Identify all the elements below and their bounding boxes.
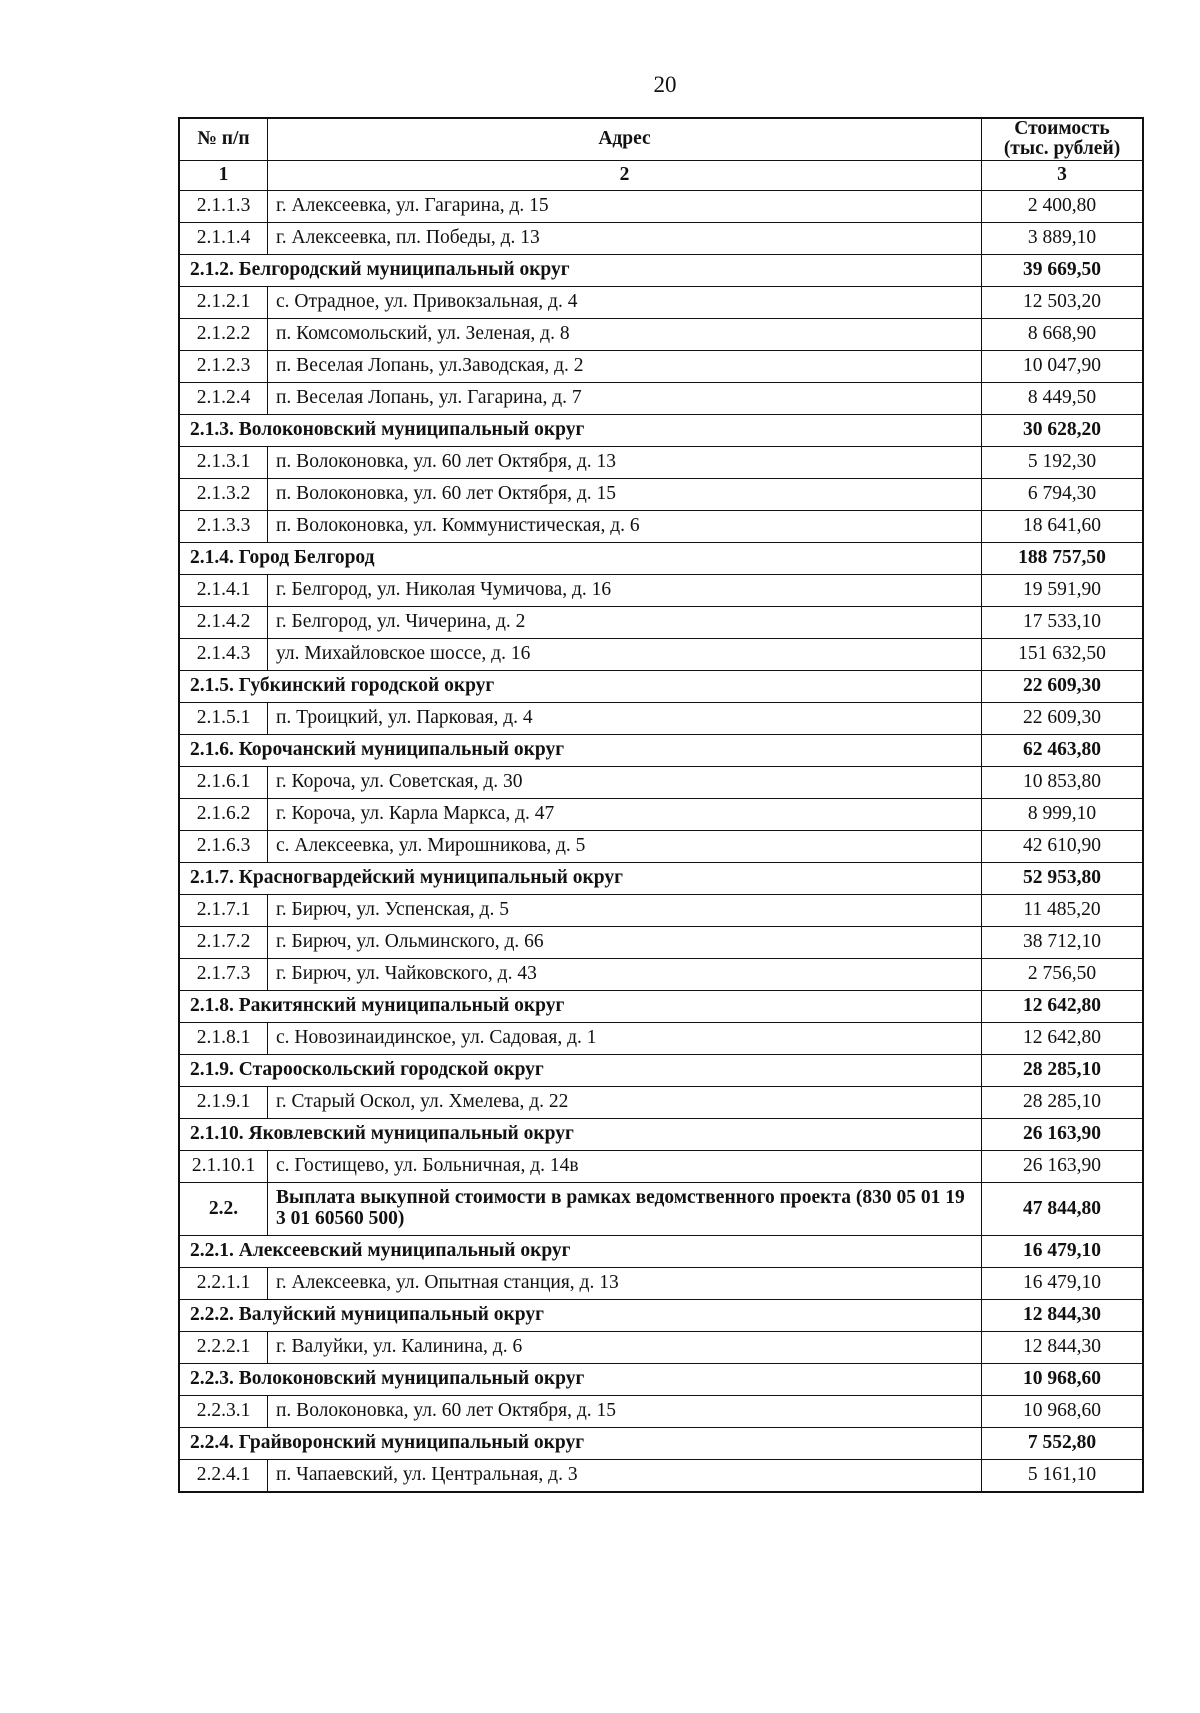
row-number: 2.1.2.4 (179, 382, 268, 414)
table-row (179, 894, 1143, 926)
group-label: 2.2.3. Волоконовский муниципальный округ (179, 1363, 982, 1395)
row-address: п. Волоконовка, ул. 60 лет Октября, д. 15 (268, 478, 982, 510)
table-row (179, 382, 1143, 414)
table-row (179, 574, 1143, 606)
row-cost: 42 610,90 (982, 830, 1144, 862)
row-number: 2.1.5.1 (179, 702, 268, 734)
group-label: 2.1.5. Губкинский городской округ (179, 670, 982, 702)
column-number-1: 1 (179, 160, 268, 190)
row-cost: 8 668,90 (982, 318, 1144, 350)
row-address: Выплата выкупной стоимости в рамках ведомственного проекта (830 05 01 19 3 01 60560 500) (268, 1182, 982, 1235)
group-label: 2.1.6. Корочанский муниципальный округ (179, 734, 982, 766)
group-row (179, 1363, 1143, 1395)
group-row (179, 542, 1143, 574)
group-label: 2.1.7. Красногвардейский муниципальный округ (179, 862, 982, 894)
group-cost: 22 609,30 (982, 670, 1144, 702)
row-cost: 5 192,30 (982, 446, 1144, 478)
row-cost: 12 503,20 (982, 286, 1144, 318)
row-cost: 16 479,10 (982, 1267, 1144, 1299)
column-number-2: 2 (268, 160, 982, 190)
row-cost: 19 591,90 (982, 574, 1144, 606)
column-number-3: 3 (982, 160, 1144, 190)
row-cost: 18 641,60 (982, 510, 1144, 542)
table-row (179, 606, 1143, 638)
row-number: 2.1.6.2 (179, 798, 268, 830)
row-number: 2.1.4.3 (179, 638, 268, 670)
row-address: г. Короча, ул. Советская, д. 30 (268, 766, 982, 798)
row-cost: 2 400,80 (982, 190, 1144, 222)
table-row (179, 510, 1143, 542)
row-address: г. Короча, ул. Карла Маркса, д. 47 (268, 798, 982, 830)
table-row (179, 1395, 1143, 1427)
group-label: 2.1.10. Яковлевский муниципальный округ (179, 1118, 982, 1150)
table-row (179, 1459, 1143, 1492)
row-number: 2.1.3.2 (179, 478, 268, 510)
table-row (179, 638, 1143, 670)
group-row (179, 1427, 1143, 1459)
row-cost: 151 632,50 (982, 638, 1144, 670)
group-cost: 28 285,10 (982, 1054, 1144, 1086)
row-number: 2.1.6.3 (179, 830, 268, 862)
table-row (179, 318, 1143, 350)
row-cost: 28 285,10 (982, 1086, 1144, 1118)
row-cost: 8 999,10 (982, 798, 1144, 830)
row-address: г. Валуйки, ул. Калинина, д. 6 (268, 1331, 982, 1363)
row-number: 2.1.4.2 (179, 606, 268, 638)
table-row (179, 830, 1143, 862)
row-address: г. Алексеевка, пл. Победы, д. 13 (268, 222, 982, 254)
row-address: г. Старый Оскол, ул. Хмелева, д. 22 (268, 1086, 982, 1118)
group-label: 2.2.1. Алексеевский муниципальный округ (179, 1235, 982, 1267)
row-cost: 5 161,10 (982, 1459, 1144, 1492)
group-cost: 188 757,50 (982, 542, 1144, 574)
table-row (179, 1267, 1143, 1299)
row-cost: 3 889,10 (982, 222, 1144, 254)
row-address: г. Белгород, ул. Николая Чумичова, д. 16 (268, 574, 982, 606)
header-num: № п/п (179, 118, 268, 160)
row-number: 2.1.6.1 (179, 766, 268, 798)
group-row (179, 670, 1143, 702)
row-number: 2.2. (179, 1182, 268, 1235)
group-cost: 12 844,30 (982, 1299, 1144, 1331)
table-body (179, 190, 1143, 1492)
table-row (179, 350, 1143, 382)
table-row (179, 286, 1143, 318)
row-cost: 26 163,90 (982, 1150, 1144, 1182)
row-address: г. Алексеевка, ул. Опытная станция, д. 13 (268, 1267, 982, 1299)
row-address: п. Веселая Лопань, ул. Гагарина, д. 7 (268, 382, 982, 414)
page-number: 20 (653, 72, 677, 97)
group-label: 2.1.3. Волоконовский муниципальный округ (179, 414, 982, 446)
row-number: 2.1.2.1 (179, 286, 268, 318)
row-number: 2.2.3.1 (179, 1395, 268, 1427)
group-label: 2.1.4. Город Белгород (179, 542, 982, 574)
row-cost: 17 533,10 (982, 606, 1144, 638)
row-address: п. Волоконовка, ул. 60 лет Октября, д. 15 (268, 1395, 982, 1427)
table-row (179, 190, 1143, 222)
group-label: 2.2.4. Грайворонский муниципальный округ (179, 1427, 982, 1459)
row-address: с. Новозинаидинское, ул. Садовая, д. 1 (268, 1022, 982, 1054)
row-cost: 38 712,10 (982, 926, 1144, 958)
group-row (179, 414, 1143, 446)
group-cost: 62 463,80 (982, 734, 1144, 766)
table-row (179, 1150, 1143, 1182)
row-number: 2.1.7.2 (179, 926, 268, 958)
row-address: ул. Михайловское шоссе, д. 16 (268, 638, 982, 670)
row-number: 2.1.3.3 (179, 510, 268, 542)
table-row (179, 702, 1143, 734)
row-cost: 11 485,20 (982, 894, 1144, 926)
table-row (179, 446, 1143, 478)
row-number: 2.1.7.3 (179, 958, 268, 990)
group-row (179, 1054, 1143, 1086)
row-cost: 10 047,90 (982, 350, 1144, 382)
table-row (179, 478, 1143, 510)
row-address: г. Бирюч, ул. Ольминского, д. 66 (268, 926, 982, 958)
row-address: г. Бирюч, ул. Чайковского, д. 43 (268, 958, 982, 990)
row-cost: 6 794,30 (982, 478, 1144, 510)
group-row (179, 1235, 1143, 1267)
table-row (179, 798, 1143, 830)
table-row (179, 926, 1143, 958)
table-row (179, 1331, 1143, 1363)
row-address: п. Троицкий, ул. Парковая, д. 4 (268, 702, 982, 734)
row-cost: 2 756,50 (982, 958, 1144, 990)
group-row (179, 734, 1143, 766)
row-number: 2.1.1.4 (179, 222, 268, 254)
row-number: 2.1.2.2 (179, 318, 268, 350)
row-cost: 10 853,80 (982, 766, 1144, 798)
row-address: п. Чапаевский, ул. Центральная, д. 3 (268, 1459, 982, 1492)
table-row (179, 222, 1143, 254)
group-cost: 52 953,80 (982, 862, 1144, 894)
row-address: г. Белгород, ул. Чичерина, д. 2 (268, 606, 982, 638)
row-address: с. Гостищево, ул. Больничная, д. 14в (268, 1150, 982, 1182)
row-cost: 12 844,30 (982, 1331, 1144, 1363)
row-address: п. Волоконовка, ул. 60 лет Октября, д. 13 (268, 446, 982, 478)
row-number: 2.1.8.1 (179, 1022, 268, 1054)
row-number: 2.1.9.1 (179, 1086, 268, 1118)
row-address: г. Алексеевка, ул. Гагарина, д. 15 (268, 190, 982, 222)
row-address: п. Веселая Лопань, ул.Заводская, д. 2 (268, 350, 982, 382)
group-label: 2.1.9. Старооскольский городской округ (179, 1054, 982, 1086)
table-row (179, 958, 1143, 990)
row-number: 2.2.4.1 (179, 1459, 268, 1492)
group-label: 2.2.2. Валуйский муниципальный округ (179, 1299, 982, 1331)
row-cost: 10 968,60 (982, 1395, 1144, 1427)
section-row (179, 1182, 1143, 1235)
header-address: Адрес (268, 118, 982, 160)
group-cost: 16 479,10 (982, 1235, 1144, 1267)
row-address: с. Алексеевка, ул. Мирошникова, д. 5 (268, 830, 982, 862)
table-header-row (179, 118, 1143, 160)
row-number: 2.1.4.1 (179, 574, 268, 606)
row-address: с. Отрадное, ул. Привокзальная, д. 4 (268, 286, 982, 318)
group-row (179, 862, 1143, 894)
row-cost: 47 844,80 (982, 1182, 1144, 1235)
row-number: 2.1.10.1 (179, 1150, 268, 1182)
table-row (179, 1086, 1143, 1118)
row-address: п. Комсомольский, ул. Зеленая, д. 8 (268, 318, 982, 350)
group-cost: 39 669,50 (982, 254, 1144, 286)
group-cost: 12 642,80 (982, 990, 1144, 1022)
row-number: 2.2.2.1 (179, 1331, 268, 1363)
row-number: 2.2.1.1 (179, 1267, 268, 1299)
row-number: 2.1.3.1 (179, 446, 268, 478)
group-cost: 7 552,80 (982, 1427, 1144, 1459)
address-cost-table (178, 117, 1144, 1493)
table-row (179, 1022, 1143, 1054)
group-cost: 10 968,60 (982, 1363, 1144, 1395)
group-row (179, 254, 1143, 286)
group-row (179, 1299, 1143, 1331)
row-cost: 12 642,80 (982, 1022, 1144, 1054)
row-address: п. Волоконовка, ул. Коммунистическая, д. 6 (268, 510, 982, 542)
group-cost: 30 628,20 (982, 414, 1144, 446)
group-label: 2.1.8. Ракитянский муниципальный округ (179, 990, 982, 1022)
column-number-row (179, 160, 1143, 190)
table-row (179, 766, 1143, 798)
header-cost: Стоимость (тыс. рублей) (982, 118, 1144, 160)
row-cost: 8 449,50 (982, 382, 1144, 414)
row-address: г. Бирюч, ул. Успенская, д. 5 (268, 894, 982, 926)
row-number: 2.1.2.3 (179, 350, 268, 382)
row-number: 2.1.1.3 (179, 190, 268, 222)
group-label: 2.1.2. Белгородский муниципальный округ (179, 254, 982, 286)
group-row (179, 1118, 1143, 1150)
group-cost: 26 163,90 (982, 1118, 1144, 1150)
group-row (179, 990, 1143, 1022)
row-number: 2.1.7.1 (179, 894, 268, 926)
row-cost: 22 609,30 (982, 702, 1144, 734)
